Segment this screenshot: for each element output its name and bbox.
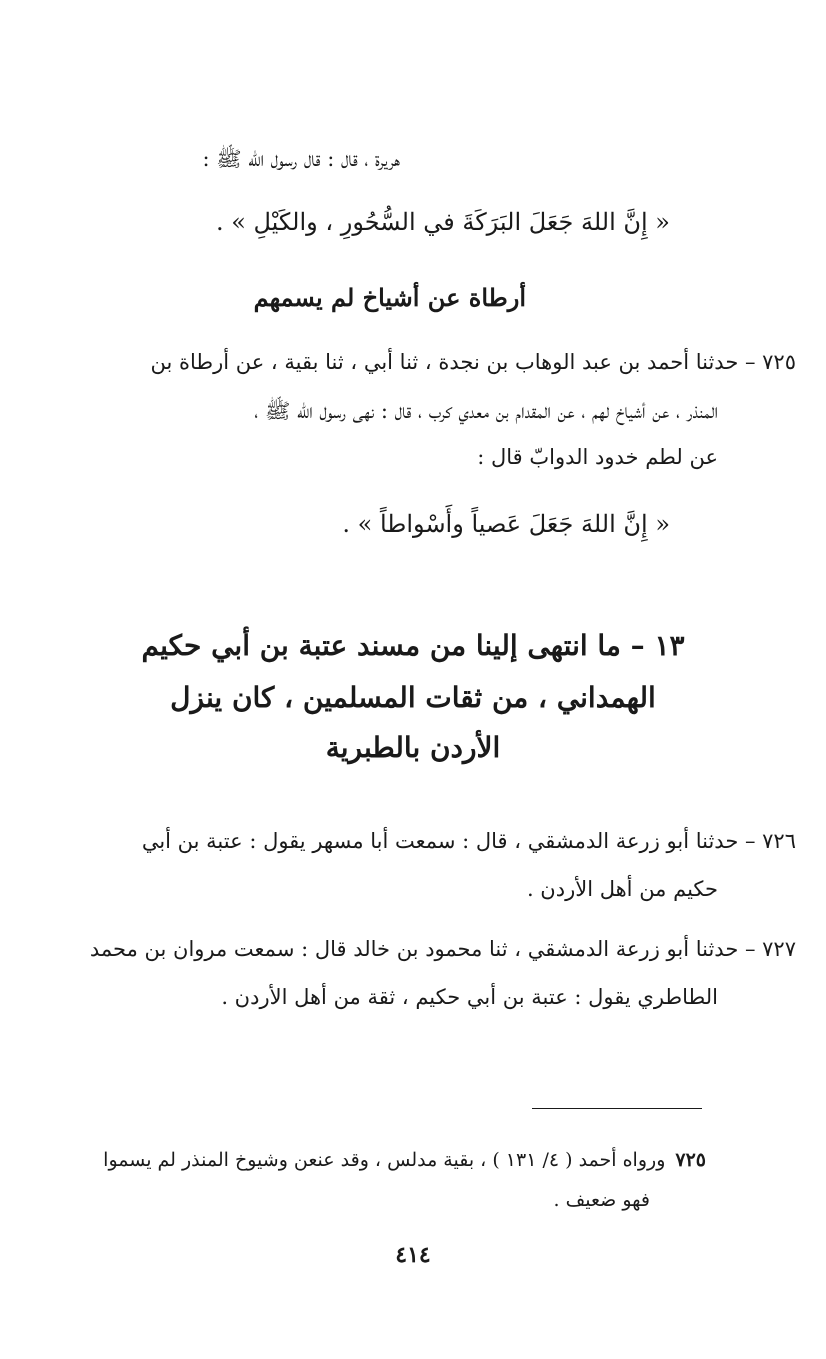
hadith-727-line-2: الطاطري يقول : عتبة بن أبي حكيم ، ثقة من أهل الأردن .: [221, 985, 718, 1009]
footnote-line-2: فهو ضعيف .: [553, 1189, 650, 1211]
chapter-title-line-2: الهمداني ، من ثقات المسلمين ، كان ينزل: [170, 681, 656, 714]
hadith-724-line-1: هريرة ، قال : قال رسول الله ﷺ :: [202, 147, 400, 171]
hadith-724-quote: « إِنَّ اللهَ جَعَلَ البَرَكَةَ في السُّحُورِ ، والكَيْلِ » .: [215, 208, 670, 236]
section-heading-artat: أرطاة عن أشياخ لم يسمهم: [253, 283, 526, 312]
hadith-725-line-3: عن لطم خدود الدوابّ قال :: [477, 445, 718, 469]
footnote-divider: [532, 1108, 702, 1109]
hadith-727-line-1: ٧٢٧ – حدثنا أبو زرعة الدمشقي ، ثنا محمود بن خالد قال : سمعت مروان بن محمد: [89, 937, 796, 961]
footnote-line-1: [103, 1146, 706, 1174]
hadith-725-line-2: المنذر ، عن أشياخ لهم ، عن المقدام بن معدي كرب ، قال : نهى رسول الله ﷺ ،: [254, 399, 718, 423]
hadith-725-quote: « إِنَّ اللهَ جَعَلَ عَصياً وأَسْواطاً » .: [342, 510, 670, 538]
footnote-number: ٧٢٥: [675, 1149, 706, 1171]
chapter-title-line-1: ١٣ – ما انتهى إلينا من مسند عتبة بن أبي حكيم: [141, 629, 685, 662]
page-number: ٤١٤: [395, 1242, 431, 1268]
chapter-title-line-3: الأردن بالطبرية: [325, 731, 501, 764]
hadith-725-line-1: ٧٢٥ – حدثنا أحمد بن عبد الوهاب بن نجدة ، ثنا أبي ، ثنا بقية ، عن أرطاة بن: [150, 350, 796, 374]
hadith-726-line-2: حكيم من أهل الأردن .: [526, 877, 718, 901]
hadith-726-line-1: ٧٢٦ – حدثنا أبو زرعة الدمشقي ، قال : سمعت أبا مسهر يقول : عتبة بن أبي: [141, 829, 796, 853]
footnote-text-1: ورواه أحمد ( ٤/ ١٣١ ) ، بقية مدلس ، وقد عنعن وشيوخ المنذر لم يسموا: [103, 1149, 666, 1171]
